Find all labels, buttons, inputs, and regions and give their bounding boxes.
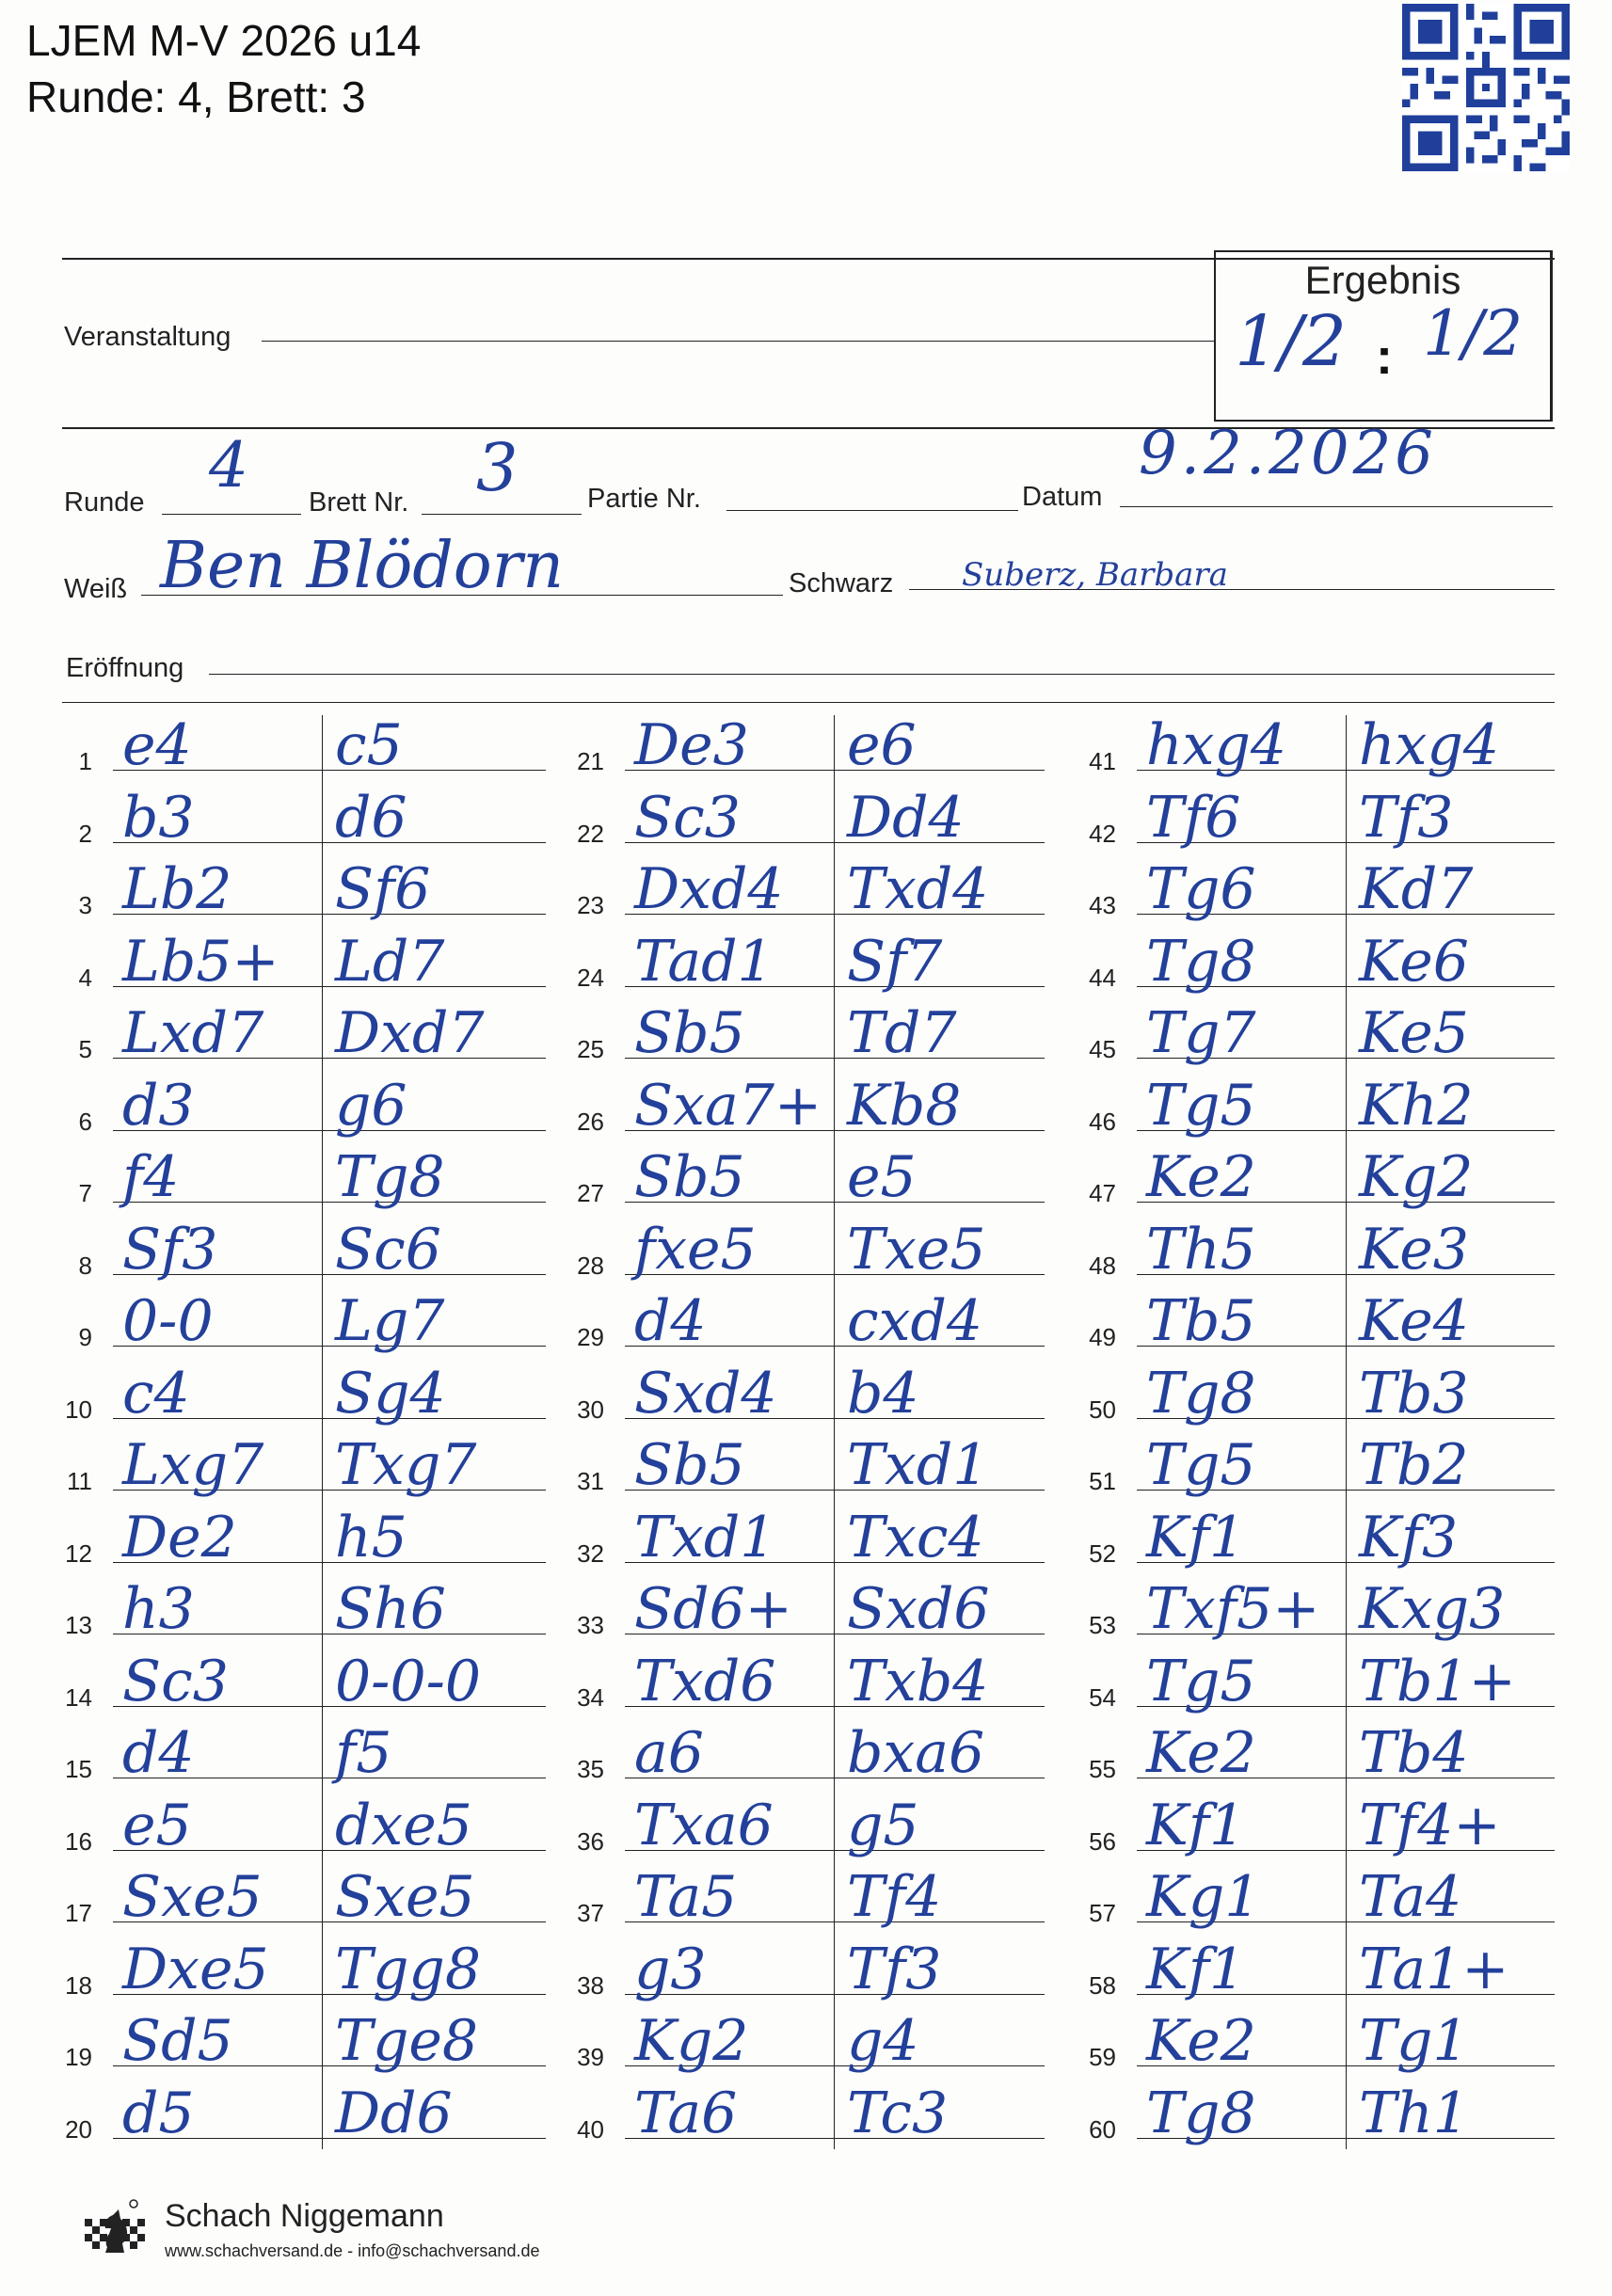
white-move: e4: [122, 712, 192, 778]
black-move: e6: [847, 712, 917, 778]
black-move: Tf4: [847, 1864, 942, 1930]
event-title: LJEM M-V 2026 u14: [26, 16, 422, 65]
black-move: h5: [335, 1504, 407, 1571]
white-move: Sxa7+: [634, 1072, 822, 1139]
black-move: Sh6: [335, 1576, 446, 1642]
black-move: Kxg3: [1359, 1576, 1506, 1642]
white-move: Dxd4: [634, 856, 784, 922]
white-move: d5: [122, 2080, 195, 2146]
white-move: g3: [634, 1936, 707, 2002]
move-number: 21: [577, 747, 604, 775]
white-move: Sf3: [122, 1216, 218, 1283]
move-number: 3: [78, 891, 92, 919]
black-move: Ta1+: [1359, 1936, 1509, 2002]
white-move: Lxd7: [122, 1000, 264, 1066]
white-move: Sb5: [634, 1144, 745, 1210]
black-move: hxg4: [1359, 712, 1500, 778]
white-move: Lb2: [122, 856, 232, 922]
black-move: Txd1: [847, 1432, 989, 1498]
black-move: Tgg8: [335, 1936, 482, 2002]
black-move: g6: [335, 1072, 407, 1139]
black-move: g4: [847, 2008, 919, 2074]
black-move: Tf4+: [1359, 1792, 1501, 1858]
move-number: 45: [1089, 1035, 1116, 1063]
white-move: Sxd4: [634, 1360, 777, 1427]
move-number: 32: [577, 1539, 604, 1568]
move-column-divider: [1346, 715, 1347, 2149]
schwarz-value: Suberz, Barbara: [962, 556, 1228, 594]
result-separator: :: [1376, 328, 1393, 385]
move-number: 47: [1089, 1179, 1116, 1207]
white-move: Ke2: [1146, 1144, 1256, 1210]
black-move: Txb4: [847, 1648, 989, 1714]
result-black: 1/2: [1423, 297, 1524, 370]
black-move: Ke5: [1359, 1000, 1469, 1066]
white-move: De2: [122, 1504, 237, 1571]
move-number: 38: [577, 1970, 604, 2000]
black-move: Dd4: [847, 784, 965, 851]
white-move: Th5: [1146, 1216, 1256, 1283]
black-move: Tg8: [335, 1144, 445, 1210]
move-number: 54: [1089, 1682, 1116, 1712]
result-box: [1214, 250, 1553, 422]
move-number: 52: [1089, 1539, 1116, 1568]
move-number: 41: [1089, 747, 1116, 775]
move-number: 16: [65, 1826, 92, 1856]
round-board-info: Runde: 4, Brett: 3: [26, 72, 366, 121]
white-move: Kg1: [1146, 1864, 1261, 1930]
white-move: De3: [634, 712, 749, 778]
black-move: Dxd7: [335, 1000, 485, 1066]
runde-value: 4: [209, 429, 248, 502]
white-move: Txd6: [634, 1648, 776, 1714]
move-number: 31: [577, 1467, 604, 1495]
white-move: Tg8: [1146, 2080, 1256, 2146]
move-number: 1: [78, 747, 92, 775]
move-number: 6: [78, 1107, 92, 1136]
black-move: e5: [847, 1144, 917, 1210]
result-white: 1/2: [1235, 301, 1348, 382]
white-move: d4: [634, 1288, 707, 1354]
move-number: 55: [1089, 1755, 1116, 1783]
white-move: Tg8: [1146, 928, 1256, 995]
white-move: Tf6: [1146, 784, 1241, 851]
black-move: dxe5: [335, 1792, 472, 1858]
white-move: Ke2: [1146, 2008, 1256, 2074]
black-move: Sc6: [335, 1216, 441, 1283]
move-number: 17: [65, 1899, 92, 1927]
black-move: Sg4: [335, 1360, 446, 1427]
white-move: fxe5: [634, 1216, 757, 1283]
move-number: 4: [78, 963, 92, 992]
white-move: Txd1: [634, 1504, 776, 1571]
black-move: 0-0-0: [335, 1648, 482, 1714]
move-number: 27: [577, 1179, 604, 1207]
white-move: Kf1: [1146, 1792, 1246, 1858]
black-move: Tb4: [1359, 1720, 1469, 1786]
white-move: Dxe5: [122, 1936, 269, 2002]
move-number: 23: [577, 891, 604, 919]
black-move: Txg7: [335, 1432, 477, 1498]
result-label: Ergebnis: [1304, 258, 1461, 302]
black-move: d6: [335, 784, 407, 851]
move-number: 43: [1089, 891, 1116, 919]
white-move: b3: [122, 784, 195, 851]
white-move: Sc3: [634, 784, 741, 851]
black-move: Dd6: [335, 2080, 453, 2146]
white-move: Ta6: [634, 2080, 738, 2146]
white-move: 0-0: [122, 1288, 214, 1354]
move-number: 44: [1089, 963, 1116, 992]
qr-code: [1402, 4, 1570, 171]
move-number: 57: [1089, 1899, 1116, 1927]
move-number: 22: [577, 819, 604, 848]
move-number: 36: [577, 1826, 604, 1856]
black-move: Txe5: [847, 1216, 986, 1283]
move-column-divider: [322, 715, 323, 2149]
black-move: Txd4: [847, 856, 989, 922]
black-move: Ld7: [335, 928, 445, 995]
company-name: Schach Niggemann: [165, 2198, 444, 2234]
black-move: Tc3: [847, 2080, 949, 2146]
black-move: c5: [335, 712, 403, 778]
move-number: 56: [1089, 1826, 1116, 1856]
white-move: Tad1: [634, 928, 774, 995]
black-move: Kg2: [1359, 1144, 1474, 1210]
white-move: hxg4: [1146, 712, 1287, 778]
white-move: Lb5+: [122, 928, 279, 995]
white-move: Kf1: [1146, 1504, 1246, 1571]
move-number: 53: [1089, 1611, 1116, 1639]
black-move: Lg7: [335, 1288, 445, 1354]
move-number: 51: [1089, 1467, 1116, 1495]
move-number: 34: [577, 1682, 604, 1712]
move-number: 24: [577, 963, 604, 992]
move-number: 5: [78, 1035, 92, 1063]
move-number: 20: [65, 2114, 92, 2144]
move-number: 29: [577, 1323, 604, 1351]
black-move: Sxd6: [847, 1576, 990, 1642]
move-number: 42: [1089, 819, 1116, 848]
white-move: Kf1: [1146, 1936, 1246, 2002]
black-move: Kf3: [1359, 1504, 1459, 1571]
move-number: 48: [1089, 1251, 1116, 1280]
move-number: 9: [78, 1323, 92, 1351]
white-move: Sxe5: [122, 1864, 263, 1930]
black-move: Sf6: [335, 856, 431, 922]
weiss-label: Weiß: [64, 574, 128, 604]
move-number: 19: [65, 2043, 92, 2071]
move-number: 58: [1089, 1970, 1116, 2000]
move-number: 39: [577, 2043, 604, 2071]
white-move: Sb5: [634, 1000, 745, 1066]
white-move: a6: [634, 1720, 704, 1786]
move-number: 46: [1089, 1107, 1116, 1136]
black-move: Tf3: [1359, 784, 1454, 851]
white-move: d4: [122, 1720, 195, 1786]
move-number: 30: [577, 1395, 604, 1424]
black-move: Ke4: [1359, 1288, 1469, 1354]
move-number: 14: [65, 1682, 92, 1712]
black-move: Txc4: [847, 1504, 984, 1571]
white-move: e5: [122, 1792, 192, 1858]
black-move: Tb3: [1359, 1360, 1469, 1427]
brett-value: 3: [476, 429, 519, 506]
move-number: 35: [577, 1755, 604, 1783]
white-move: Tg6: [1146, 856, 1256, 922]
white-move: Tb5: [1146, 1288, 1256, 1354]
white-move: Sb5: [634, 1432, 745, 1498]
company-contact: www.schachversand.de - info@schachversand.de: [165, 2241, 540, 2260]
move-number: 2: [78, 819, 92, 848]
black-move: Ke3: [1359, 1216, 1469, 1283]
black-move: Th1: [1359, 2080, 1469, 2146]
white-move: Kg2: [634, 2008, 749, 2074]
white-move: f4: [122, 1144, 180, 1210]
black-move: Sxe5: [335, 1864, 475, 1930]
move-number: 25: [577, 1035, 604, 1063]
veranstaltung-label: Veranstaltung: [64, 322, 231, 352]
runde-label: Runde: [64, 487, 145, 518]
veranstaltung-field: [262, 341, 1214, 342]
partie-label: Partie Nr.: [587, 484, 701, 514]
datum-value: 9.2.2026: [1139, 419, 1437, 488]
move-number: 49: [1089, 1323, 1116, 1351]
black-move: Ke6: [1359, 928, 1469, 995]
black-move: f5: [335, 1720, 392, 1786]
black-move: Tb2: [1359, 1432, 1469, 1498]
white-move: Sc3: [122, 1648, 229, 1714]
black-move: bxa6: [847, 1720, 985, 1786]
move-number: 7: [78, 1179, 92, 1207]
black-move: Sf7: [847, 928, 943, 995]
white-move: Tg5: [1146, 1432, 1256, 1498]
black-move: Tg1: [1359, 2008, 1469, 2074]
white-move: Txf5+: [1146, 1576, 1320, 1642]
white-move: Tg7: [1146, 1000, 1256, 1066]
datum-label: Datum: [1022, 482, 1103, 512]
move-number: 11: [67, 1467, 92, 1495]
white-move: Ta5: [634, 1864, 738, 1930]
move-number: 8: [78, 1251, 92, 1280]
move-number: 28: [577, 1251, 604, 1280]
move-number: 18: [65, 1970, 92, 2000]
black-move: b4: [847, 1360, 919, 1427]
white-move: Ke2: [1146, 1720, 1256, 1786]
black-move: g5: [847, 1792, 919, 1858]
chess-knight-logo-icon: [77, 2191, 152, 2266]
move-column-divider: [834, 715, 835, 2149]
black-move: Kb8: [847, 1072, 962, 1139]
white-move: Sd5: [122, 2008, 233, 2074]
white-move: h3: [122, 1576, 195, 1642]
brett-label: Brett Nr.: [309, 487, 409, 518]
white-move: d3: [122, 1072, 195, 1139]
black-move: Tb1+: [1359, 1648, 1516, 1714]
move-number: 59: [1089, 2043, 1116, 2071]
white-move: Tg8: [1146, 1360, 1256, 1427]
weiss-value: Ben Blödorn: [160, 529, 565, 603]
move-number: 60: [1089, 2114, 1116, 2144]
black-move: Kd7: [1359, 856, 1474, 922]
black-move: Kh2: [1359, 1072, 1474, 1139]
black-move: Td7: [847, 1000, 957, 1066]
move-number: 13: [65, 1611, 92, 1639]
white-move: Tg5: [1146, 1072, 1256, 1139]
schwarz-label: Schwarz: [789, 568, 894, 598]
move-number: 26: [577, 1107, 604, 1136]
black-move: cxd4: [847, 1288, 983, 1354]
move-number: 15: [65, 1755, 92, 1783]
white-move: Tg5: [1146, 1648, 1256, 1714]
move-number: 33: [577, 1611, 604, 1639]
white-move: Sd6+: [634, 1576, 792, 1642]
move-number: 50: [1089, 1395, 1116, 1424]
move-number: 37: [577, 1899, 604, 1927]
eroeffnung-label: Eröffnung: [66, 653, 184, 683]
black-move: Ta4: [1359, 1864, 1462, 1930]
white-move: Lxg7: [122, 1432, 264, 1498]
black-move: Tf3: [847, 1936, 942, 2002]
move-number: 10: [65, 1395, 92, 1424]
move-number: 40: [577, 2114, 604, 2144]
black-move: Tge8: [335, 2008, 479, 2074]
white-move: c4: [122, 1360, 190, 1427]
white-move: Txa6: [634, 1792, 774, 1858]
move-number: 12: [65, 1539, 92, 1568]
